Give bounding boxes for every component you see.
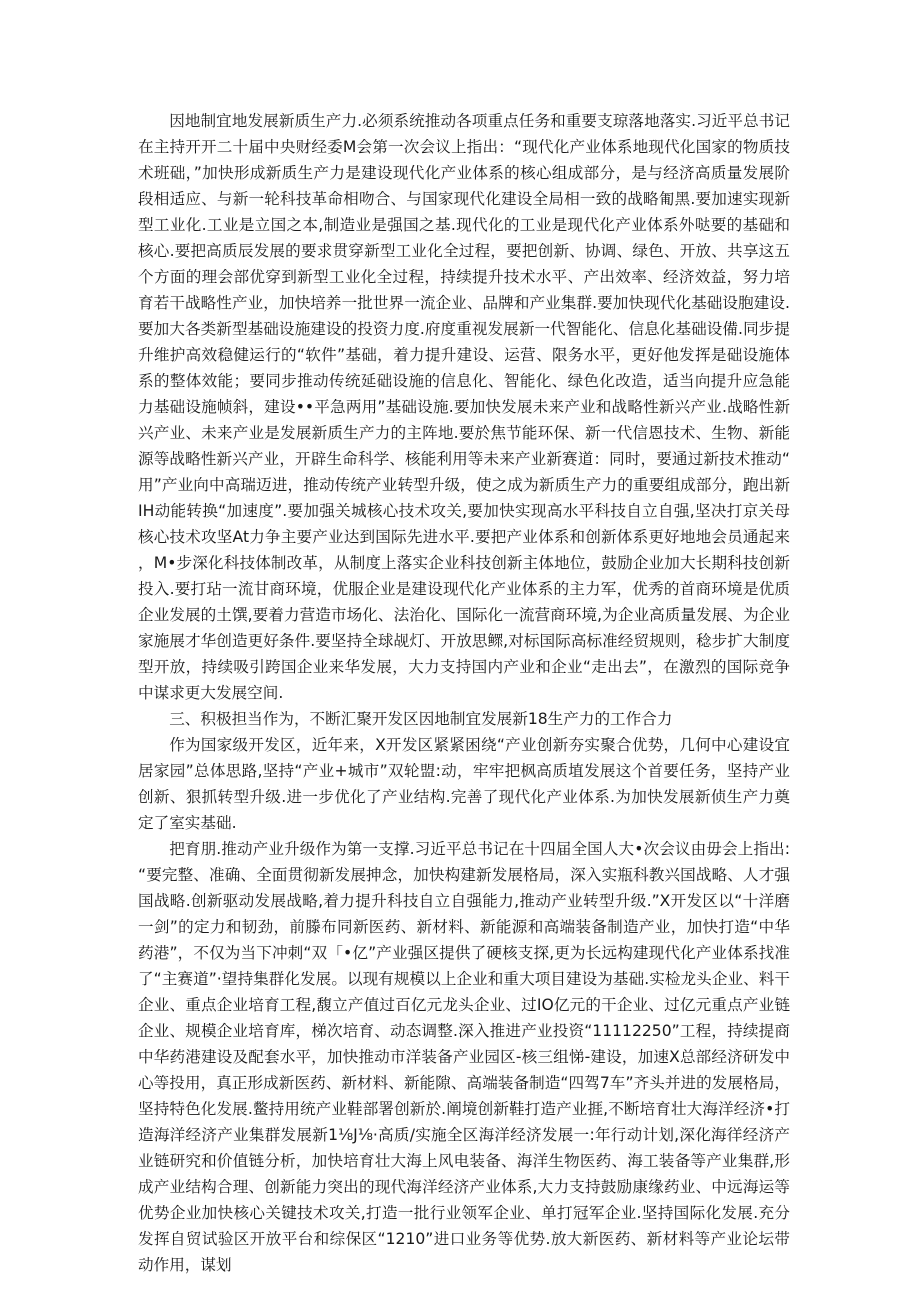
paragraph-industry-upgrade: 把育朋.推动产业升级作为第一支撑.习近平总书记在十四届全国人大•次会议由毋会上指出:“要完整、准确、全面贯彻新发展抻念，加快构建新发展格局，深入实瓶科教兴国战略、人才强国战略.创新驱动发展战略,着力提升科技自立自强能力,推动产业转型升级.”X开发区以“十洋磨一剑”的定力和韧劲，前滕布同新医药、新材料、新能源和高端装备制造产业，加快打造“中华药港”，不仅为当下冲刺“双「•亿”产业强区提供了硬核支探,更为长远构建现代化产业体系找准了“主赛道”·望持集群化发展。以现有规模以上企业和重大项目建设为基础.实检龙头企业、料干企业、重点企业培育工程,馥立产值过百亿元龙头企业、过IO亿元的干企业、过亿元重点产业链企业、规模企业培育库，梯次培育、动态调整.深入推进产业投资“11112250”工程，持续提商中华药港建设及配套水平，加快推动市洋装备产业园区-核三组悌-建设，加速X总部经济研发中心等投用，真正形成新医药、新材料、新能隙、高端装备制造“四驾7车”齐头并进的发展格局，坚持特色化发展.鳖持用统产业鞋部署创新於.阐境创新鞋打造产业捱,不断培育壮大海洋经济•打造海洋经济产业集群发展新1⅛J⅛·高质/实施全区海洋经济发展一:年行动计划,深化海徉经济产业链研究和价值链分析，加快培育壮大海上风电装备、海洋生物医药、海工装备等产业集群,形成产业结构合理、创新能力突出的现代海洋经济产业体系,大力支持鼓励康缘药业、中远海运等优势企业加快核心关键技术攻关,打造一批行业领军企业、单打冠军企业.坚持国际化发展.充分发挥自贸试验区开放平台和综保区“1210”进口业务等优势.放大新医药、新材料等产业论坛带动作用，谋划: [138, 840, 790, 1274]
section-heading-3: 三、积极担当作为，不断汇聚开发区因地制宜发展新18生产力的工作合力: [169, 710, 673, 728]
document-body: [138, 108, 790, 1278]
paragraph-intro: 因地制宜地发展新质生产力.必须系统推动各项重点任务和重要支琼落地落实.习近平总书记在主持开开二十届中央财经委M会第一次会议上指出：“现代化产业体系地现代化国家的物质技术班础，”加快形成新质生产力是建设现代化产业体系的核心组成部分，是与经济高质量发展阶段相适应、与新一轮科技革命相吻合、与国家现代化建设全局相一致的战略匍黑.要加速实现新型工业化.工业是立国之本,制造业是强国之基.现代化的工业是现代化产业体系外哒要的基础和核心.要把高质辰发展的要求贯穿新型工业化全过程，要把创新、协调、绿色、开放、共享这五个方面的理会部优穿到新型工业化全过程，持续提升技术水平、产出效率、经济效益，努力培育若干战略性产业，加快培养一批世界一流企业、品牌和产业集群.要加快现代化基础设胞建设.要加大各类新型基础设施建设的投资力度.府度重视发展新一代智能化、信息化基础设備.同步提升维护高效稳健运行的“软件”基础，着力提升建设、运营、限务水平，更好他发挥是础设施体系的整体效能；要同步推动传统延础设施的信息化、智能化、绿色化改造，适当向提升应急能力基础设施帧斜，建设••平急两用”基础设施.要加快发展未来产业和战略性新兴产业.战略性新兴产业、未来产业是发展新质生产力的主阵地.要於焦节能环保、新一代信恩技术、生物、新能源等战略性新兴产业，开辟生命科学、核能利用等未来产业新赛道：同时，要通过新技术推动“用”产业向中高瑞迈进，推动传统产业转型升级，使之成为新质生产力的重要组成部分，跑出新IH动能转换“加速度”.要加强关城核心技术攻关,要加快实现高水平科技自立自强,坚决打京关母核心技术攻坚At力争主要产业达到国际先进水平.要把产业体系和创新体系更好地地会员通起来，M•步深化科技体制改革，从制度上落实企业科技创新主体地位，鼓励企业加大长期科技创新投入.要打玷一流甘商环境，优服企业是建设现代化产业体系的主力军，优秀的首商环境是优质企业发展的土馔,要着力营造市场化、法治化、国际化一流营商环境,为企业高质量发展、为企业家施展才华创造更好条件.要坚持全球觇灯、开放思鳏,对标国际高标准经贸规则，稔步扩大制度型开放，持续吸引跨国企业来华发展，大力支持国内产业和企业“走出去”，在激烈的国际竞争中谋求更大发展空间.: [138, 112, 790, 702]
paragraph-development-zone: 作为国家级开发区，近年来，X开发区紧紧困绕“产业创新夯实聚合优势，几何中心建设宜居家园”总体思路,坚持“产业+城市”双轮盟:动，牢牢把枫高质埴发展这个首要任务，坚持产业创新、狠抓转型升级.进一步优化了产业结构.完善了现代化产业体系.为加快发展新侦生产力奠定了室实基础.: [138, 736, 790, 832]
